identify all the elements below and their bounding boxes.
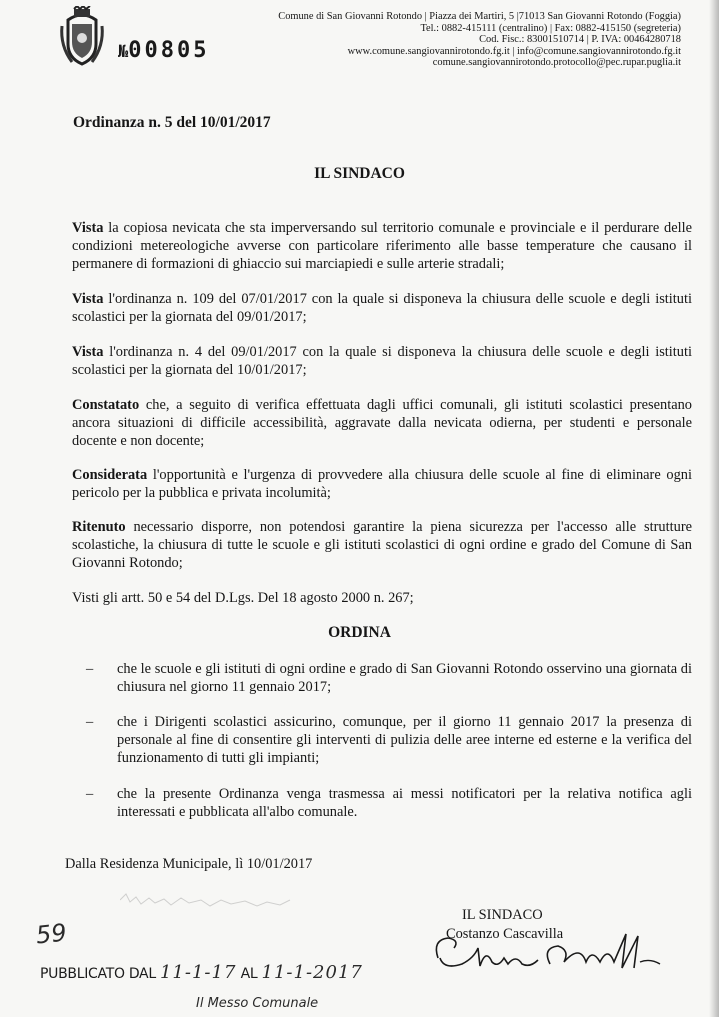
paragraph-lead: Ritenuto [72,519,126,535]
paragraph-text: che, a seguito di verifica effettuata dagli uffici comunali, gli istituti scolastici presentano ancora situazioni di difficile accessibilità, aggravate dalla nevicata odierna, per studenti e personale docente e non docente; [72,397,692,449]
protocol-prefix: № [118,42,129,62]
header-info-line: Cod. Fisc.: 83001510714 | P. IVA: 00464280718 [479,34,681,46]
ordina-item-text: che le scuole e gli istituti di ogni ordine e grado di San Giovanni Rotondo osservino una giornata di chiusura nel giorno 11 gennaio 2017; [117,661,692,695]
header-info-line: Tel.: 0882-415111 (centralino) | Fax: 0882-415150 (segreteria) [420,22,681,34]
published-label: PUBBLICATO DAL [40,966,156,982]
dash-bullet: – [86,714,94,730]
paragraph-text: la copiosa nevicata che sta imperversando sul territorio comunale e provinciale e il perdurare delle condizioni metereologiche avverse con particolare riferimento alle basse temperature che causano il permanere di formazioni di ghiaccio sui marciapiedi e sulle arterie stradali; [72,220,692,272]
ordinance-title: Ordinanza n. 5 del 10/01/2017 [73,114,271,131]
published-to-label: AL [240,966,258,982]
register-number-stamp: 59 [34,918,68,950]
header-info-line: Comune di San Giovanni Rotondo | Piazza dei Martiri, 5 |71013 San Giovanni Rotondo (Foggia) [278,11,681,22]
published-from-date: 11-1-17 [159,962,237,983]
paragraph-visti [72,589,692,607]
paragraph-vista-1 [72,219,692,273]
ordina-item [72,785,692,821]
place-and-date: Dalla Residenza Municipale, lì 10/01/2017 [65,856,313,872]
signatory-name: Costanzo Cascavilla [446,926,564,942]
paragraph-lead: Considerata [72,467,148,483]
handwritten-signature [430,918,670,988]
paragraph-vista-2 [72,290,692,326]
protocol-digits: 00805 [128,38,210,63]
published-to-date: 11-1-2017 [261,962,363,983]
ordina-item [72,660,692,696]
paragraph-lead: Constatato [72,397,140,413]
messo-comunale-stamp: Il Messo Comunale [196,996,319,1011]
published-stamp [40,962,363,983]
ordina-item [72,713,692,767]
faded-stamp-marks [120,888,320,908]
dash-bullet: – [86,786,94,802]
paragraph-lead: Vista [72,291,104,307]
header-info-line: www.comune.sangiovannirotondo.fg.it | info@comune.sangiovannirotondo.fg.it [347,45,681,57]
paragraph-text: l'ordinanza n. 109 del 07/01/2017 con la quale si disponeva la chiusura delle scuole e degli istituti scolastici per la giornata del 09/01/2017; [72,291,692,325]
paragraph-lead: Vista [72,220,104,236]
paragraph-ritenuto [72,518,692,572]
dash-bullet: – [86,661,94,677]
paragraph-considerata [72,466,692,502]
paragraph-constatato [72,396,692,450]
paragraph-text: necessario disporre, non potendosi garantire la piena sicurezza per l'accesso alle strutture scolastiche, la chiusura di tutte le scuole e gli istituti scolastici di ogni ordine e grado del Comune di San Giovanni Rotondo; [72,519,692,571]
municipal-crest-logo [58,6,106,68]
signatory-title: IL SINDACO [462,907,543,923]
page-edge-shadow [709,0,719,1017]
mayor-heading: IL SINDACO [314,165,405,182]
header-info-line: comune.sangiovannirotondo.protocollo@pec.rupar.puglia.it [432,57,681,69]
ordina-heading: ORDINA [328,624,391,641]
paragraph-text: l'ordinanza n. 4 del 09/01/2017 con la quale si disponeva la chiusura delle scuole e degli istituti scolastici per la giornata del 10/01/2017; [72,344,692,378]
paragraph-text: l'opportunità e l'urgenza di provvedere alla chiusura delle scuole al fine di eliminare ogni pericolo per la pubblica e privata incolumità; [72,467,692,501]
protocol-number [118,38,209,63]
paragraph-lead: Vista [72,344,104,360]
ordina-item-text: che i Dirigenti scolastici assicurino, comunque, per il giorno 11 gennaio 2017 la presenza di personale al fine di consentire gli interventi di pulizia delle aree interne ed esterne e la verifica del funzionamento di tutti gli impianti; [117,714,692,766]
paragraph-text: Visti gli artt. 50 e 54 del D.Lgs. Del 18 agosto 2000 n. 267; [72,590,414,606]
paragraph-vista-3 [72,343,692,379]
municipality-contact-info [278,11,681,69]
ordina-item-text: che la presente Ordinanza venga trasmessa ai messi notificatori per la relativa notifica agli interessati e pubblicata all'albo comunale. [117,786,692,820]
